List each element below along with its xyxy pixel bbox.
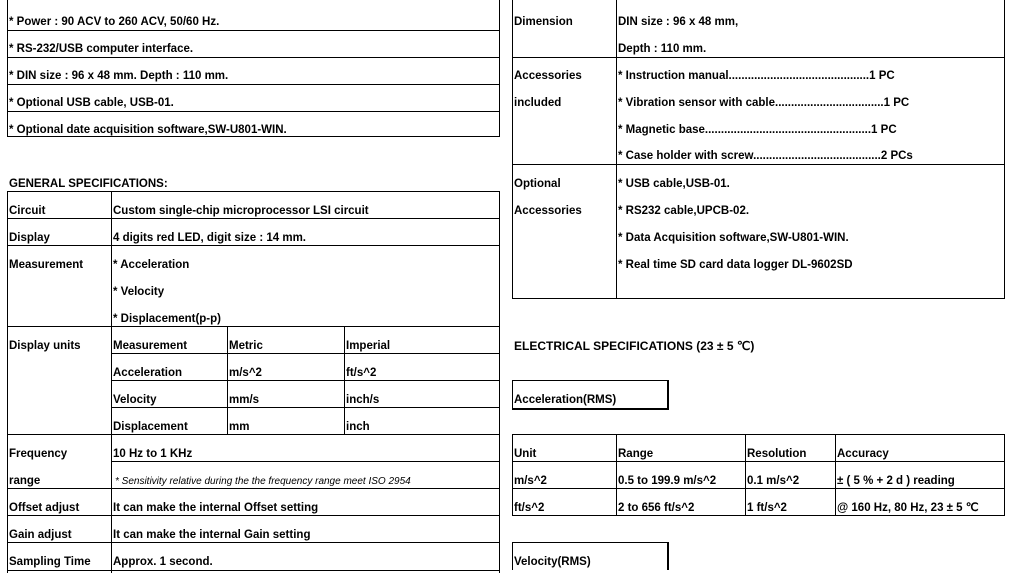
accel-cell: 1 ft/s^2 xyxy=(747,502,787,514)
accel-cell: 0.5 to 199.9 m/s^2 xyxy=(618,475,717,487)
units-cell: Displacement xyxy=(113,421,188,433)
accel-cell: 2 to 656 ft/s^2 xyxy=(618,502,695,514)
frequency-note: * Sensitivity relative during the the frequency range meet ISO 2954 xyxy=(115,476,411,487)
accessory-item: * Vibration sensor with cable..................................1 PC xyxy=(618,97,910,109)
offset-label: Offset adjust xyxy=(9,502,80,514)
accel-cell: @ 160 Hz, 80 Hz, 23 ± 5 ℃ xyxy=(837,502,979,514)
velocity-rms-label: Velocity(RMS) xyxy=(514,556,591,568)
table-border-right xyxy=(1004,434,1005,516)
measurement-item: * Displacement(p-p) xyxy=(113,313,221,325)
units-cell: m/s^2 xyxy=(229,367,262,379)
measurement-item: * Velocity xyxy=(113,286,165,298)
right-border-right xyxy=(1004,0,1005,298)
accel-cell: 0.1 m/s^2 xyxy=(747,475,800,487)
table-line xyxy=(7,515,500,516)
table-line xyxy=(512,461,1005,462)
right-border-left xyxy=(512,0,513,298)
row-line xyxy=(7,111,500,112)
accessory-item: * Case holder with screw........................................2 PCs xyxy=(618,150,913,162)
optional-item: * USB cable,USB-01. xyxy=(618,178,730,190)
accel-column-divider xyxy=(835,434,836,516)
feature-item: * DIN size : 96 x 48 mm. Depth : 110 mm. xyxy=(9,70,229,82)
features-border-right xyxy=(499,0,500,136)
table-line xyxy=(7,326,500,327)
optional-item: * RS232 cable,UPCB-02. xyxy=(618,205,750,217)
frequency-label: range xyxy=(9,475,41,487)
units-cell: inch/s xyxy=(346,394,380,406)
circuit-label: Circuit xyxy=(9,205,46,217)
dimension-label: Dimension xyxy=(514,16,573,28)
dimension-line: Depth : 110 mm. xyxy=(618,43,707,55)
accessory-item: * Instruction manual............................................1 PC xyxy=(618,70,895,82)
accessories-label: included xyxy=(514,97,562,109)
gain-label: Gain adjust xyxy=(9,529,72,541)
accel-cell: ± ( 5 % + 2 d ) reading xyxy=(837,475,955,487)
units-cell: Velocity xyxy=(113,394,157,406)
table-line xyxy=(7,570,500,571)
accessories-label: Accessories xyxy=(514,70,582,82)
row-line xyxy=(512,298,1005,299)
gain-value: It can make the internal Gain setting xyxy=(113,529,311,541)
row-line xyxy=(7,30,500,31)
units-cell: mm/s xyxy=(229,394,260,406)
display-units-label: Display units xyxy=(9,340,81,352)
features-border-left xyxy=(7,0,8,136)
accel-header: Accuracy xyxy=(837,448,889,460)
table-line xyxy=(111,380,500,381)
sampling-label: Sampling Time xyxy=(9,556,91,568)
units-column-divider xyxy=(227,326,228,434)
feature-item: * Optional USB cable, USB-01. xyxy=(9,97,174,109)
row-line xyxy=(512,57,1005,58)
feature-item: * Optional date acquisition software,SW-U801-WIN. xyxy=(9,124,287,136)
accel-column-divider xyxy=(745,434,746,516)
sampling-value: Approx. 1 second. xyxy=(113,556,213,568)
frequency-value: 10 Hz to 1 KHz xyxy=(113,448,193,460)
accel-cell: ft/s^2 xyxy=(514,502,545,514)
row-line xyxy=(7,57,500,58)
optional-label: Accessories xyxy=(514,205,582,217)
display-value: 4 digits red LED, digit size : 14 mm. xyxy=(113,232,306,244)
circuit-value: Custom single-chip microprocessor LSI circuit xyxy=(113,205,369,217)
table-line xyxy=(111,407,500,408)
accel-header: Range xyxy=(618,448,654,460)
table-line xyxy=(111,353,500,354)
table-line xyxy=(7,191,500,192)
optional-item: * Real time SD card data logger DL-9602SD xyxy=(618,259,853,271)
dimension-line: DIN size : 96 x 48 mm, xyxy=(618,16,739,28)
electrical-specs-heading: ELECTRICAL SPECIFICATIONS (23 ± 5 ℃) xyxy=(514,339,755,353)
units-cell: Acceleration xyxy=(113,367,183,379)
table-line xyxy=(7,245,500,246)
units-header: Measurement xyxy=(113,340,188,352)
frequency-label: Frequency xyxy=(9,448,68,460)
row-line xyxy=(512,164,1005,165)
units-header: Metric xyxy=(229,340,263,352)
units-cell: ft/s^2 xyxy=(346,367,377,379)
table-line xyxy=(512,515,1005,516)
table-line xyxy=(7,542,500,543)
measurement-item: * Acceleration xyxy=(113,259,190,271)
accessory-item: * Magnetic base....................................................1 PC xyxy=(618,124,897,136)
feature-item: * Power : 90 ACV to 260 ACV, 50/60 Hz. xyxy=(9,16,220,28)
measurement-label: Measurement xyxy=(9,259,84,271)
right-label-divider xyxy=(616,0,617,298)
accel-cell: m/s^2 xyxy=(514,475,547,487)
offset-value: It can make the internal Offset setting xyxy=(113,502,319,514)
table-line xyxy=(512,434,1005,435)
optional-label: Optional xyxy=(514,178,561,190)
display-label: Display xyxy=(9,232,50,244)
feature-item: * RS-232/USB computer interface. xyxy=(9,43,194,55)
units-column-divider xyxy=(344,326,345,434)
units-cell: inch xyxy=(346,421,370,433)
table-line xyxy=(7,434,500,435)
table-line xyxy=(111,461,500,462)
table-line xyxy=(512,488,1005,489)
optional-item: * Data Acquisition software,SW-U801-WIN. xyxy=(618,232,849,244)
table-line xyxy=(7,218,500,219)
general-specs-heading: GENERAL SPECIFICATIONS: xyxy=(9,178,168,190)
accel-column-divider xyxy=(616,434,617,516)
accel-header: Resolution xyxy=(747,448,807,460)
accel-header: Unit xyxy=(514,448,537,460)
row-line xyxy=(7,84,500,85)
acceleration-rms-label: Acceleration(RMS) xyxy=(514,394,617,406)
table-border-left xyxy=(512,434,513,516)
units-header: Imperial xyxy=(346,340,391,352)
units-cell: mm xyxy=(229,421,250,433)
